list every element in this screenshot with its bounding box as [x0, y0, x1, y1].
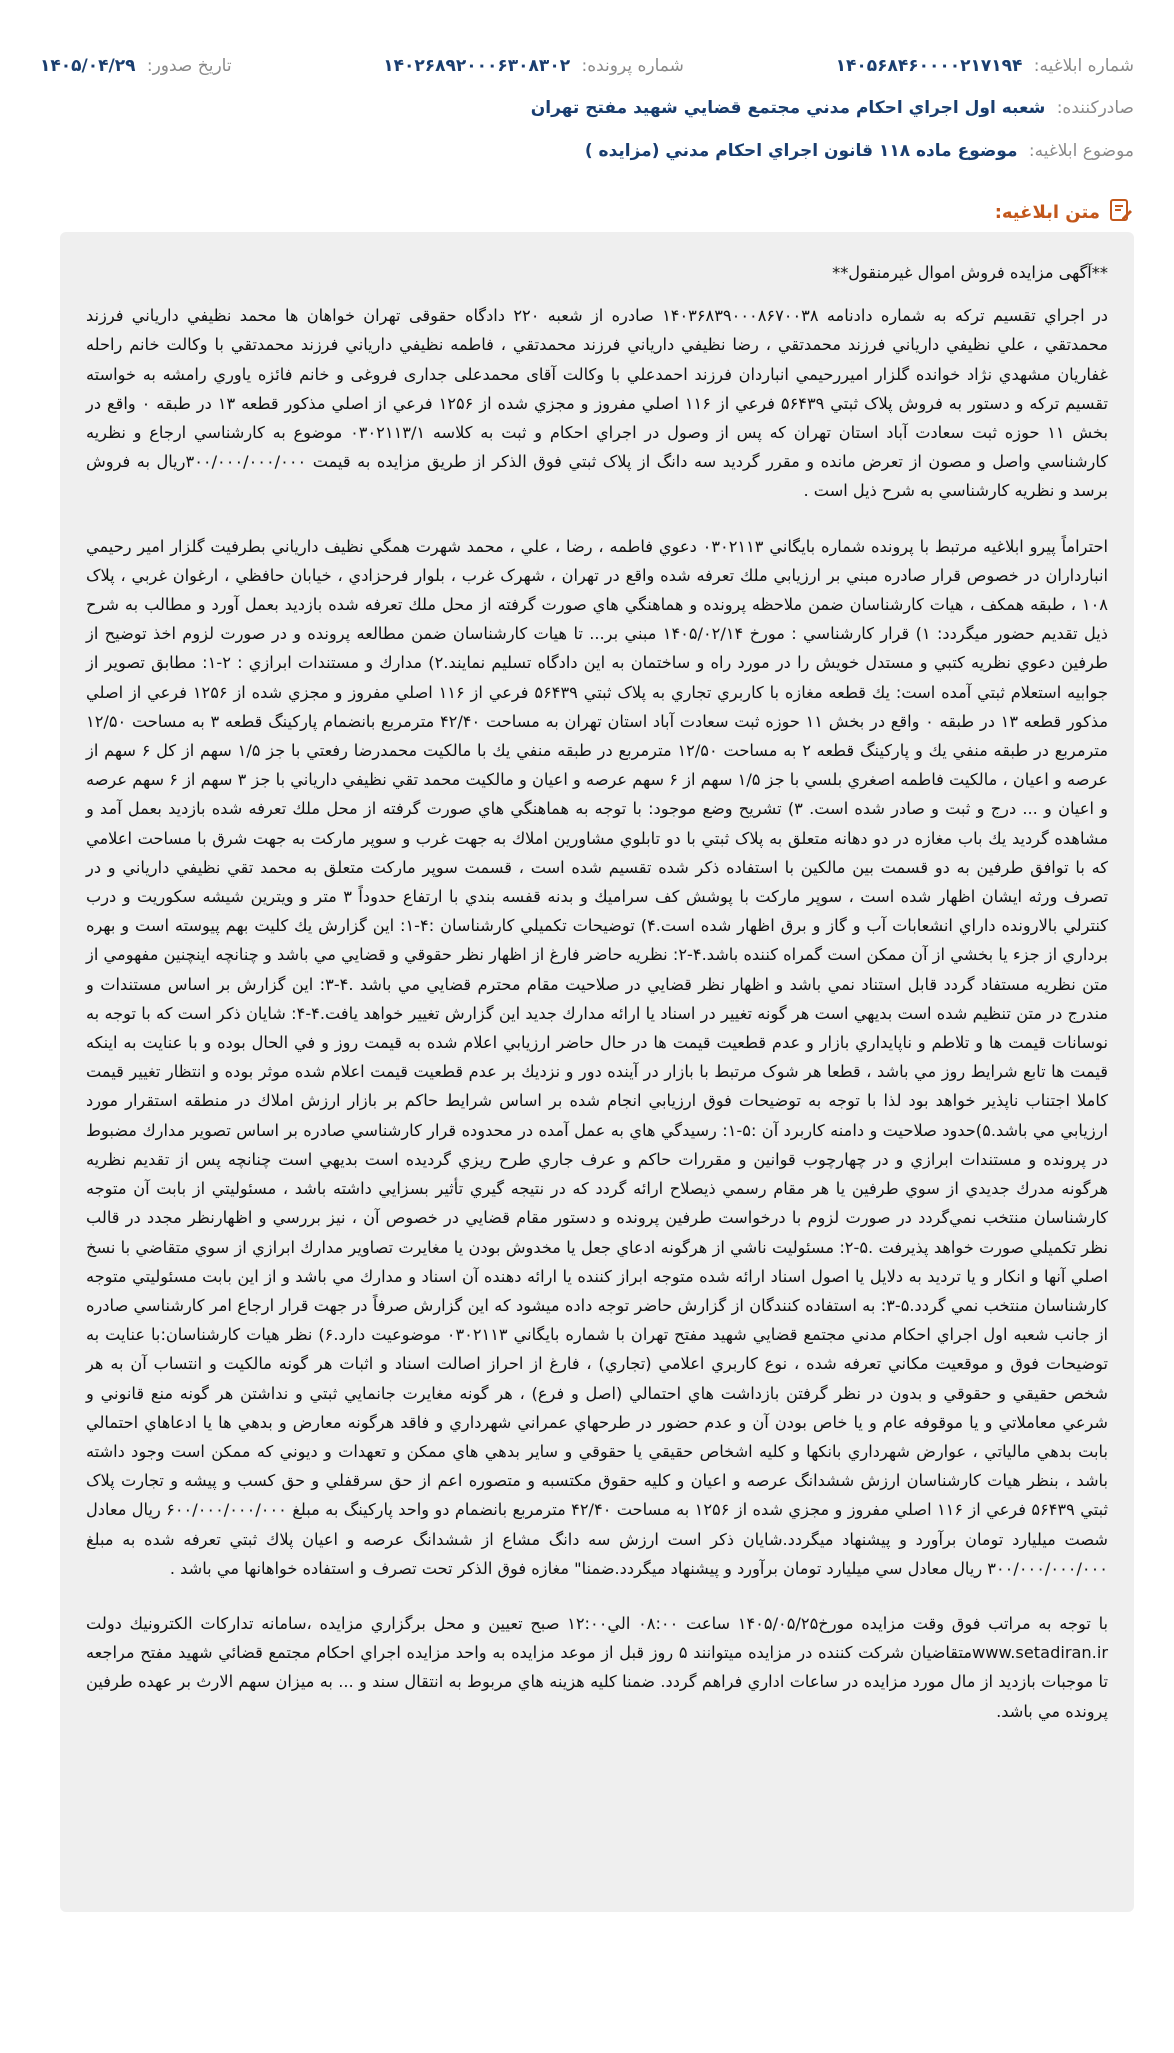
notice-text-section-title [995, 197, 1134, 228]
notice-heading: **آگهی مزایده فروش اموال غیرمنقول** [832, 263, 1108, 282]
issuer-row [40, 98, 1134, 118]
case-number-label: شماره پرونده: [581, 56, 684, 76]
notice-paragraph-2: احتراماً پيرو ابلاغيه مرتبط با پرونده شماره بايگاني ۰۳۰۲۱۱۳ دعوي فاطمه ، رضا ، علي ، محمد شهرت همگي نظيف دارياني بطرفيت گلزار امير رحيمي انبارداران در خصوص قرار صادره مبني بر ارزيابي ملك تعرفه شده واقع در تهران ، شهرک غرب ، بلوار فرحزادي ، خيابان حافظي ، ارغوان غربي ، پلاک ۱۰۸ ، طبقه همكف ، هيات كارشناسان ضمن ملاحظه پرونده و هماهنگي هاي صورت گرفته از محل ملك تعرفه شده بازديد بعمل آورد و مطالب به شرح ذيل تقديم حضور ميگردد: ۱) قرار كارشناسي : مورخ ۱۴۰۵/۰۲/۱۴ مبني بر... تا هيات كارشناسان ضمن مطالعه پرونده و در صورت لزوم اخذ توضيح از طرفين دعوي نظريه كتبي و مستدل خويش را در مورد راه و ساختمان به اين دادگاه تسليم نمايند.۲) مدارك و مستندات ابرازي : ۲-۱: مطابق تصوير از جوابيه استعلام ثبتي آمده است: يك قطعه مغازه با كاربري تجاري به پلاک ثبتي ۵۶۴۳۹ فرعي از ۱۱۶ اصلي مفروز و مجزي شده از ۱۲۵۶ فرعي از اصلي مذكور قطعه ۱۳ در طبقه ۰ واقع در بخش ۱۱ حوزه ثبت سعادت آباد استان تهران به مساحت ۴۲/۴۰ مترمربع بانضمام پاركينگ قطعه ۳ به مساحت ۱۲/۵۰ مترمربع در طبقه منفي يك و پاركينگ قطعه ۲ به مساحت ۱۲/۵۰ مترمربع در طبقه منفي يك با مالكيت محمدرضا رفعتي با جز ۱/۵ سهم از كل ۶ سهم از عرصه و اعيان ، مالكيت فاطمه اصغري بلسي با جز ۱/۵ سهم از ۶ سهم عرصه و اعيان و مالكيت محمد تقي نظيفي دارياني با جز ۳ سهم از ۶ سهم عرصه و اعيان و ... درج و ثبت و صادر شده است. ۳) تشريح وضع موجود: با توجه به هماهنگي هاي صورت گرفته از محل ملك تعرفه شده بازديد بعمل آمد و مشاهده گرديد يك باب مغازه در دو دهانه متعلق به پلاک ثبتي با دو تابلوي مشاورين املاك به جهت غرب و سوپر ماركت به جهت شرق با مساحت اعلامي كه با توافق طرفين به دو قسمت بين مالكين با استفاده ذكر شده تقسيم شده است ، قسمت سوپر ماركت متعلق به محمد تقي نظيفي دارياني و در تصرف ورثه ايشان اظهار شده است ، سوپر ماركت با پوشش كف سراميك و بدنه قفسه بندي با ارتفاع حدوداً ۳ متر و ويترين شيشه سكوريت و درب كنترلي بالارونده داراي انشعابات آب و گاز و برق اظهار شده است.۴) توضيحات تكميلي كارشناسان :۴-۱: اين گزارش يك كليت بهم پيوسته است و بهره برداري از جزء يا بخشي از آن ممكن است گمراه كننده باشد.۴-۲: نظريه حاضر فارغ از اظهار نظر حقوقي و قضايي مي باشد و چنانچه اينچنين مفهومي از متن نظريه مستفاد گردد قابل استناد نمي باشد و اظهار نظر قضايي در صلاحيت مقام محترم قضايي مي باشد .۴-۳: اين گزارش بر اساس مستندات و مندرج در متن تنظيم شده است بديهي است هر گونه تغيير در اسناد يا ارائه مدارك جديد اين گزارش تغيير خواهد يافت.۴-۴: شايان ذكر است كه با توجه به نوسانات قيمت ها و تلاطم و ناپايداري بازار و عدم قطعيت قيمت ها در حال حاضر ارزيابي اعلام شده به قيمت روز و في الحال بوده و با عنايت به اينكه قيمت ها تابع شرايط روز مي باشد ، قطعا هر شوک مرتبط با بازار در آينده دور و نزديك بر عدم قطعيت قيمت اعلام شده موثر بوده و انتظار تغيير قيمت كاملا اجتناب ناپذير خواهد بود لذا با توجه به توضيحات فوق ارزيابي انجام شده بر اساس شرايط حاكم بر بازار ارزش املاك در منطقه استقرار مورد ارزيابي مي باشد.۵)حدود صلاحيت و دامنه كاربرد آن :۵-۱: رسيدگي هاي به عمل آمده در محدوده قرار كارشناسي صادره بر اساس تصوير مدارك مضبوط در پرونده و مستندات ابرازي و در چهارچوب قوانين و مقررات حاكم و عرف جاري طرح ريزي گرديده است بديهي است چنانچه پس از تقديم نظريه هرگونه مدرك جديدي از سوي طرفين يا هر مقام رسمي ذيصلاح ارائه گردد كه در نتيجه گيري تأثير بسزايي داشته باشد ، مسئوليتي از بابت آن متوجه كارشناسان منتخب نمي‌گردد در صورت لزوم با درخواست طرفين پرونده و دستور مقام قضايي در خصوص آن ، نيز بررسي و اظهارنظر مجدد در قالب نظر تكميلي صورت خواهد پذيرفت .۵-۲: مسئوليت ناشي از هرگونه ادعاي جعل يا مخدوش بودن يا مغايرت تصاوير مدارك ابرازي از سوي متقاضي با نسخ اصلي آنها و انكار و يا ترديد به دلايل يا اصول اسناد ارائه شده متوجه ابراز كننده يا ارائه دهنده آن اسناد و مدارك مي باشد و از اين بابت مسئوليتي متوجه كارشناسان منتخب نمي گردد.۵-۳: به استفاده كنندگان از گزارش حاضر توجه داده ميشود كه اين گزارش صرفاً در جهت قرار ارجاع امر كارشناسي صادره از جانب شعبه اول اجراي احكام مدني مجتمع قضايي شهيد مفتح تهران با شماره بايگاني ۰۳۰۲۱۱۳ موضوعيت دارد.۶) نظر هيات كارشناسان:با عنايت به توضيحات فوق و موقعيت مكاني تعرفه شده ، نوع كاربري اعلامي (تجاري) ، فارغ از احراز اصالت اسناد و اثبات هر گونه مالكيت و انتساب آن به هر شخص حقيقي و حقوقي و بدون در نظر گرفتن بازداشت هاي احتمالي (اصل و فرع) ، هر گونه مغايرت جانمايي ثبتي و نداشتن هر گونه منع قانوني و شرعي معاملاتي و يا موقوفه عام و يا خاص بودن آن و عدم حضور در طرحهاي عمراني شهرداري و فاقد هرگونه معارض و بدهي ها يا ادعاهاي احتمالي بابت بدهي مالياتي ، عوارض شهرداري بانكها و كليه اشخاص حقيقي يا حقوقي و ساير بدهي هاي ممكن و تعهدات و ديوني كه ممكن است وجود داشته باشد ، بنظر هيات كارشناسان ارزش ششدانگ عرصه و اعيان و كليه حقوق مكتسبه و متصوره اعم از حق سرقفلي و حق كسب و پيشه و تجارت پلاک ثبتي ۵۶۴۳۹ فرعي از ۱۱۶ اصلي مفروز و مجزي شده از ۱۲۵۶ به مساحت ۴۲/۴۰ مترمربع بانضمام دو واحد پاركينگ به مبلغ ۶۰۰/۰۰۰/۰۰۰/۰۰۰ ريال معادل شصت ميليارد تومان برآورد و پيشنهاد ميگردد.شايان ذكر است ارزش سه دانگ مشاع از ششدانگ عرصه و اعيان پلاك ثبتي تعرفه شده به مبلغ ۳۰۰/۰۰۰/۰۰۰/۰۰۰ ريال معادل سي ميليارد تومان برآورد و پيشنهاد ميگردد.ضمنا" مغازه فوق الذكر تحت تصرف و استفاده خواهانها مي باشد . [86, 536, 1109, 1578]
header-meta-row [40, 56, 1134, 76]
notice-paragraph-3: با توجه به مراتب فوق وقت مزايده مورخ۱۴۰۵/۰۵/۲۵ ساعت ۰۸:۰۰ الي۱۲:۰۰ صبح تعيين و محل برگزاري مزايده ،سامانه تداركات الكترونيك دولت www.setadiran.irمتقاضيان شركت كننده در مزايده ميتوانند ۵ روز قبل از موعد مزايده به واحد مزايده اجراي احكام مجتمع قضائي شهيد مفتح مراجعه تا موجبات بازديد از مال مورد مزايده در ساعات اداري فراهم گردد. ضمنا كليه هزينه هاي مربوط به انتقال سند و ... به ميزان سهم الارث بر عهده طرفين پرونده مي باشد. [86, 1613, 1109, 1721]
subject-label: موضوع ابلاغيه: [1028, 141, 1134, 161]
section-title-text: متن ابلاغیه: [994, 202, 1100, 223]
issuer-value: شعبه اول اجراي احكام مدني مجتمع قضايي شهيد مفتح تهران [530, 98, 1046, 118]
issuer-label: صادرکننده: [1056, 98, 1134, 118]
notice-number-group [836, 56, 1134, 76]
issue-date: ۱۴۰۵/۰۴/۲۹ [40, 56, 136, 76]
notice-body [60, 232, 1134, 1912]
issue-date-group [40, 56, 232, 76]
issue-date-label: تاریخ صدور: [146, 56, 232, 76]
notice-number: ۱۴۰۵۶۸۴۶۰۰۰۰۲۱۷۱۹۴ [835, 56, 1023, 76]
case-number-group [383, 56, 684, 76]
subject-row [40, 141, 1134, 161]
case-number: ۱۴۰۲۶۸۹۲۰۰۰۶۳۰۸۳۰۲ [383, 56, 571, 76]
subject-value: موضوع ماده ۱۱۸ قانون اجراي احكام مدني (مزايده ) [584, 141, 1018, 161]
notice-number-label: شماره ابلاغيه: [1033, 56, 1134, 76]
notice-paragraph-1: در اجراي تقسيم تركه به شماره دادنامه ۱۴۰۳۶۸۳۹۰۰۰۸۶۷۰۰۳۸ صادره از شعبه ۲۲۰ دادگاه حقوقی تهران خواهان ها محمد نظيفي دارياني فرزند محمدتقي ، علي نظيفي دارياني فرزند محمدتقي ، رضا نظيفي دارياني فرزند محمدتقي ، فاطمه نظيفي دارياني فرزند محمدتقي با وكالت خانم راحله غفاريان مشهدي نژاد خوانده گلزار اميررحيمي انباردان فرزند احمدعلي با وكالت آقای محمدعلی جداری فروغی و خانم فائزه ياوري رامشه به خواسته تقسيم تركه و دستور به فروش پلاک ثبتي ۵۶۴۳۹ فرعي از ۱۱۶ اصلي مفروز و مجزي شده از ۱۲۵۶ فرعي از اصلي مذكور قطعه ۱۳ در طبقه ۰ واقع در بخش ۱۱ حوزه ثبت سعادت آباد استان تهران كه پس از وصول در اجراي احكام و ثبت به كلاسه ۰۳۰۲۱۱۳/۱ موضوع به كارشناسي ارجاع و نظريه كارشناسي واصل و مصون از تعرض مانده و مقرر گرديد سه دانگ از پلاک ثبتي فوق الذكر از طريق مزايده به قيمت ۳۰۰/۰۰۰/۰۰۰/۰۰۰ريال به فروش برسد و نظريه كارشناسي به شرح ذيل است . [86, 306, 1108, 501]
document-edit-icon [1108, 197, 1134, 228]
